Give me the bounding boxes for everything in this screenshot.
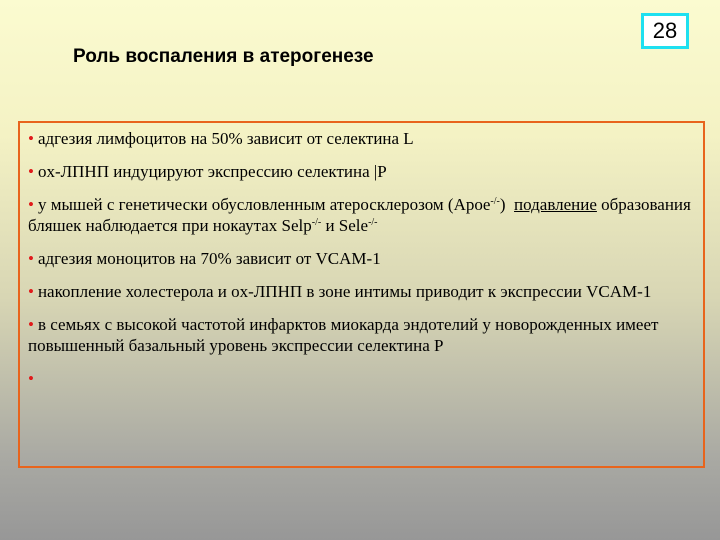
bullet-item-1	[28, 128, 697, 149]
bullet-icon: •	[28, 249, 34, 268]
bullet-text: адгезия моноцитов на 70% зависит от VCAM-1	[37, 249, 381, 268]
bullet-icon: •	[28, 315, 34, 334]
bullet-text-part: образования бляшек наблюдается при нокаутах Selp	[28, 195, 691, 235]
bullet-icon: •	[28, 162, 34, 181]
superscript: -/-	[311, 217, 322, 228]
bullet-item-7	[28, 368, 697, 389]
bullet-list	[28, 128, 697, 389]
bullet-text-part: )	[499, 195, 515, 214]
bullet-icon: •	[28, 369, 34, 388]
bullet-item-4	[28, 248, 697, 269]
content-box	[18, 121, 705, 468]
bullet-text: в семьях с высокой частотой инфарктов миокарда эндотелий у новорожденных имеет повышенный базальный уровень экспрессии селектина P	[28, 315, 659, 355]
bullet-item-3	[28, 194, 697, 236]
bullet-text-part: и Sele	[321, 216, 369, 235]
bullet-text-part: у мышей с генетически обусловленным атеросклерозом (Apoe	[37, 195, 491, 214]
superscript: -/-	[368, 217, 378, 228]
bullet-text: адгезия лимфоцитов на 50% зависит от селектина L	[37, 129, 414, 148]
bullet-item-2	[28, 161, 697, 182]
superscript: -/-	[490, 196, 500, 207]
bullet-icon: •	[28, 195, 34, 214]
slide-number: 28	[641, 13, 689, 49]
bullet-icon: •	[28, 282, 34, 301]
bullet-icon: •	[28, 129, 34, 148]
bullet-item-5	[28, 281, 697, 302]
bullet-item-6	[28, 314, 697, 356]
bullet-text: ox-ЛПНП индуцируют экспрессию селектина |P	[37, 162, 387, 181]
underlined-word: подавление	[514, 195, 597, 214]
slide-title: Роль воспаления в атерогенезе	[73, 46, 374, 67]
bullet-text: накопление холестерола и ox-ЛПНП в зоне интимы приводит к экспрессии VCAM-1	[37, 282, 652, 301]
